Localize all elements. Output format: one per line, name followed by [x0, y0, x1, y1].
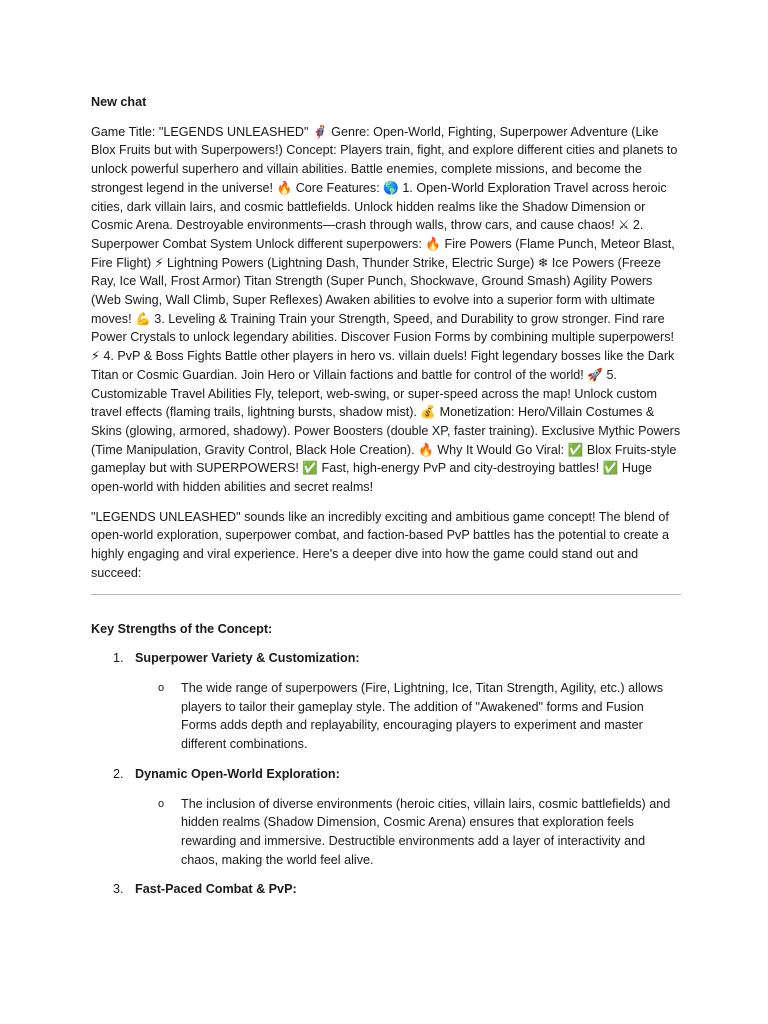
bullet-marker-icon: o [158, 797, 165, 810]
sub-bullet-item [91, 795, 681, 870]
list-item-title: Fast-Paced Combat & PvP: [135, 882, 297, 897]
list-item-number: 2. [113, 766, 124, 781]
sub-bullet-text: The wide range of superpowers (Fire, Lightning, Ice, Titan Strength, Agility, etc.) allows players to tailor their gameplay style. The addition of "Awakened" forms and Fusion Forms adds depth and replayability, encouraging players to experiment and master different combinations. [181, 680, 664, 752]
section-title: Key Strengths of the Concept: [91, 621, 273, 636]
list-item [91, 765, 681, 784]
sub-bullet-item [91, 679, 681, 754]
list-item [91, 880, 681, 899]
prompt-paragraph: Game Title: "LEGENDS UNLEASHED" 🦸‍♂️ Genre: Open-World, Fighting, Superpower Adventure (Like Blox Fruits but with Superpowers!) Concept: Players train, fight, and explore different cities and planets to unlock powerful superhero and villain abilities. Battle enemies, complete missions, and become the strongest legend in the universe! 🔥 Core Features: 🌎 1. Open-World Exploration Travel across heroic cities, dark villain lairs, and cosmic battlefields. Unlock hidden realms like the Shadow Dimension or Cosmic Arena. Destroyable environments—crash through walls, throw cars, and cause chaos! ⚔ 2. Superpower Combat System Unlock different superpowers: 🔥 Fire Powers (Flame Punch, Meteor Blast, Fire Flight) ⚡ Lightning Powers (Lightning Dash, Thunder Strike, Electric Surge) ❄ Ice Powers (Freeze Ray, Ice Wall, Frost Armor) Titan Strength (Super Punch, Shockwave, Ground Smash) Agility Powers (Web Swing, Wall Climb, Super Reflexes) Awaken abilities to evolve into a superior form with ultimate moves! 💪 3. Leveling & Training Train your Strength, Speed, and Durability to grow stronger. Find rare Power Crystals to unlock legendary abilities. Discover Fusion Forms by combining multiple superpowers! ⚡ 4. PvP & Boss Fights Battle other players in hero vs. villain duels! Fight legendary bosses like the Dark Titan or Cosmic Guardian. Join Hero or Villain factions and battle for control of the world! 🚀 5. Customizable Travel Abilities Fly, teleport, web-swing, or super-speed across the map! Unlock custom travel effects (flaming trails, lightning bursts, shadow mist). 💰 Monetization: Hero/Villain Costumes & Skins (glowing, armored, shadowy). Power Boosters (double XP, faster training). Exclusive Mythic Powers (Time Manipulation, Gravity Control, Black Hole Creation). 🔥 Why It Would Go Viral: ✅ Blox Fruits-style gameplay but with SUPERPOWERS! ✅ Fast, high-energy PvP and city-destroying battles! ✅ Huge open-world with hidden abilities and secret realms! [91, 124, 681, 495]
response-intro-paragraph: "LEGENDS UNLEASHED" sounds like an incredibly exciting and ambitious game concept! The blend of open-world exploration, superpower combat, and faction-based PvP battles has the potential to create a highly engaging and viral experience. Here's a deeper dive into how the game could stand out and succeed: [91, 509, 670, 580]
list-item [91, 649, 681, 668]
sub-bullet-text: The inclusion of diverse environments (heroic cities, villain lairs, cosmic battlefields) and hidden realms (Shadow Dimension, Cosmic Arena) ensures that exploration feels rewarding and immersive. Destructible environments add a layer of interactivity and chaos, making the world feel alive. [181, 796, 671, 867]
document-page [91, 93, 681, 910]
horizontal-divider [91, 594, 681, 595]
list-item-number: 3. [113, 882, 124, 897]
list-item-number: 1. [113, 651, 124, 666]
list-item-title: Dynamic Open-World Exploration: [135, 766, 340, 781]
chat-heading: New chat [91, 95, 147, 109]
list-item-title: Superpower Variety & Customization: [135, 651, 360, 666]
bullet-marker-icon: o [158, 681, 165, 694]
